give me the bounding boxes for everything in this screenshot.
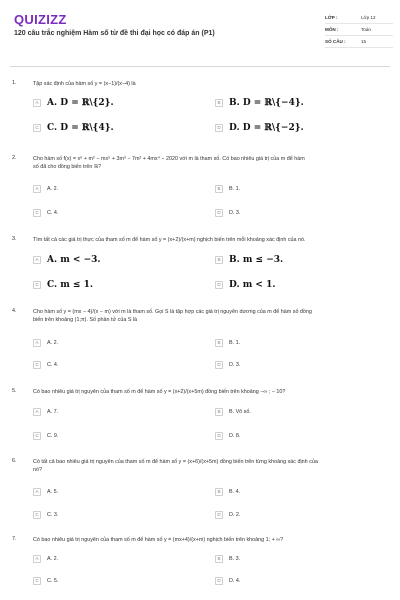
option-letter: A	[33, 555, 41, 563]
question-number: 2.	[12, 155, 17, 161]
question-text	[33, 458, 385, 474]
option-d[interactable]	[215, 206, 240, 219]
option-letter: C	[33, 124, 41, 132]
option-letter: C	[33, 281, 41, 289]
option-text: D. m < 1.	[229, 279, 276, 290]
option-letter: A	[33, 99, 41, 107]
option-letter: D	[215, 432, 223, 440]
option-c[interactable]	[33, 206, 58, 219]
option-text: D. 2.	[229, 511, 241, 518]
option-letter: C	[33, 577, 41, 585]
option-text: B. 3.	[229, 555, 241, 562]
option-text: A. 7.	[47, 408, 59, 415]
question-line: số đã cho đồng biến trên ℝ?	[33, 164, 102, 170]
option-d[interactable]	[215, 508, 240, 521]
question-line: biến trên khoảng (1;π). Số phần tử của S là	[33, 317, 138, 323]
question-line: Tìm tất cả các giá trị thực của tham số m để hàm số y = (x+2)/(x+m) nghịch biến trên mỗi khoảng xác định của nó.	[33, 237, 306, 243]
question-line: Có tất cả bao nhiêu giá trị nguyên của tham số m để hàm số y = (x+6)/(x+5m) đồng biến trên từng khoảng xác định của	[33, 459, 318, 465]
question-number: 3.	[12, 236, 17, 242]
option-b[interactable]	[215, 253, 283, 266]
option-letter: A	[33, 185, 41, 193]
option-text: B. D = ℝ\{−4}.	[229, 97, 304, 108]
meta-row-subject	[325, 24, 393, 36]
option-a[interactable]	[33, 182, 58, 195]
meta-value: Lớp 12	[361, 15, 376, 20]
option-text: C. 4.	[47, 361, 59, 368]
meta-key: SỐ CÂU :	[325, 39, 346, 44]
option-text: C. D = ℝ\{4}.	[47, 122, 114, 133]
option-letter: D	[215, 124, 223, 132]
option-letter: B	[215, 185, 223, 193]
header-divider	[10, 66, 390, 67]
option-letter: A	[33, 488, 41, 496]
option-d[interactable]	[215, 358, 240, 371]
question-number: 6.	[12, 458, 17, 464]
option-b[interactable]	[215, 485, 240, 498]
option-text: B. 1.	[229, 185, 241, 192]
quizizz-logo: QUIZIZZ	[14, 12, 67, 27]
option-letter: A	[33, 339, 41, 347]
meta-key: MÔN :	[325, 27, 339, 32]
option-letter: B	[215, 99, 223, 107]
meta-value: Toán	[361, 27, 371, 32]
question-text	[33, 80, 385, 88]
option-letter: D	[215, 209, 223, 217]
option-c[interactable]	[33, 429, 58, 442]
question-number: 7.	[12, 536, 17, 542]
option-a[interactable]	[33, 253, 101, 266]
worksheet-title: 120 câu trắc nghiệm Hàm số từ đề thi đại học có đáp án (P1)	[14, 30, 215, 37]
option-text: A. 2.	[47, 339, 59, 346]
option-a[interactable]	[33, 96, 114, 109]
option-text: C. m ≤ 1.	[47, 279, 93, 290]
option-c[interactable]	[33, 574, 58, 587]
option-b[interactable]	[215, 552, 240, 565]
option-letter: D	[215, 511, 223, 519]
option-text: A. 5.	[47, 488, 59, 495]
option-a[interactable]	[33, 405, 58, 418]
option-text: C. 9.	[47, 432, 59, 439]
option-text: B. m ≤ −3.	[229, 254, 284, 265]
option-b[interactable]	[215, 405, 251, 418]
question-line: Cho hàm số y = (mx − 4)/(x − m) với m là tham số. Gọi S là tập hợp các giá trị nguyên dương của m để hàm số đồng	[33, 309, 312, 315]
option-text: A. 2.	[47, 185, 59, 192]
option-letter: B	[215, 555, 223, 563]
option-letter: A	[33, 408, 41, 416]
option-text: A. m < −3.	[47, 254, 101, 265]
question-number: 1.	[12, 80, 17, 86]
meta-row-grade	[325, 12, 393, 24]
option-text: D. D = ℝ\{−2}.	[229, 122, 304, 133]
question-line: Tập xác định của hàm số y = (x−1)/(x−4) là	[33, 81, 136, 87]
option-text: B. 1.	[229, 339, 241, 346]
option-text: C. 3.	[47, 511, 59, 518]
option-b[interactable]	[215, 182, 240, 195]
question-line: Có bao nhiêu giá trị nguyên của tham số m để hàm số y = (mx+4)/(x+m) nghịch biến trên khoảng 1; + ∞?	[33, 537, 284, 543]
question-line: Có bao nhiêu giá trị nguyên của tham số m để hàm số y = (x+2)/(x+5m) đồng biến trên khoảng −∞ ; − 10?	[33, 389, 286, 395]
worksheet-meta	[325, 12, 393, 48]
option-c[interactable]	[33, 508, 58, 521]
option-text: D. 3.	[229, 361, 241, 368]
option-text: D. 3.	[229, 209, 241, 216]
question-text	[33, 308, 385, 324]
option-d[interactable]	[215, 121, 304, 134]
option-letter: C	[33, 361, 41, 369]
question-text	[33, 536, 385, 544]
meta-row-count	[325, 36, 393, 48]
option-c[interactable]	[33, 121, 114, 134]
option-letter: B	[215, 256, 223, 264]
option-letter: B	[215, 488, 223, 496]
option-letter: D	[215, 577, 223, 585]
question-number: 4.	[12, 308, 17, 314]
option-text: D. 4.	[229, 577, 241, 584]
question-number: 5.	[12, 388, 17, 394]
option-text: B. Vô số.	[229, 408, 251, 415]
option-text: D. 8.	[229, 432, 241, 439]
question-text	[33, 388, 385, 396]
option-letter: B	[215, 408, 223, 416]
option-letter: C	[33, 511, 41, 519]
option-text: C. 4.	[47, 209, 59, 216]
option-a[interactable]	[33, 336, 58, 349]
option-letter: B	[215, 339, 223, 347]
option-letter: A	[33, 256, 41, 264]
question-line: nó?	[33, 467, 42, 473]
meta-value: 15	[361, 39, 367, 44]
option-d[interactable]	[215, 429, 240, 442]
worksheet-header	[0, 0, 400, 62]
option-c[interactable]	[33, 278, 93, 291]
option-c[interactable]	[33, 358, 58, 371]
question-text	[33, 155, 385, 171]
option-d[interactable]	[215, 278, 275, 291]
option-text: A. 2.	[47, 555, 59, 562]
option-b[interactable]	[215, 96, 304, 109]
meta-key: LỚP :	[325, 15, 338, 20]
option-b[interactable]	[215, 336, 240, 349]
option-letter: C	[33, 432, 41, 440]
option-letter: D	[215, 281, 223, 289]
question-line: Cho hàm số f(x) = x⁶ + m² − mx⁵ + 3m³ − 7m² + 4mx⁴ − 2020 với m là tham số. Có bao nhiêu giá trị của m để hàm	[33, 156, 305, 162]
option-a[interactable]	[33, 485, 58, 498]
option-letter: D	[215, 361, 223, 369]
option-text: B. 4.	[229, 488, 241, 495]
option-text: C. 5.	[47, 577, 59, 584]
option-a[interactable]	[33, 552, 58, 565]
question-text	[33, 236, 385, 244]
option-d[interactable]	[215, 574, 240, 587]
option-letter: C	[33, 209, 41, 217]
option-text: A. D = ℝ\{2}.	[47, 97, 114, 108]
